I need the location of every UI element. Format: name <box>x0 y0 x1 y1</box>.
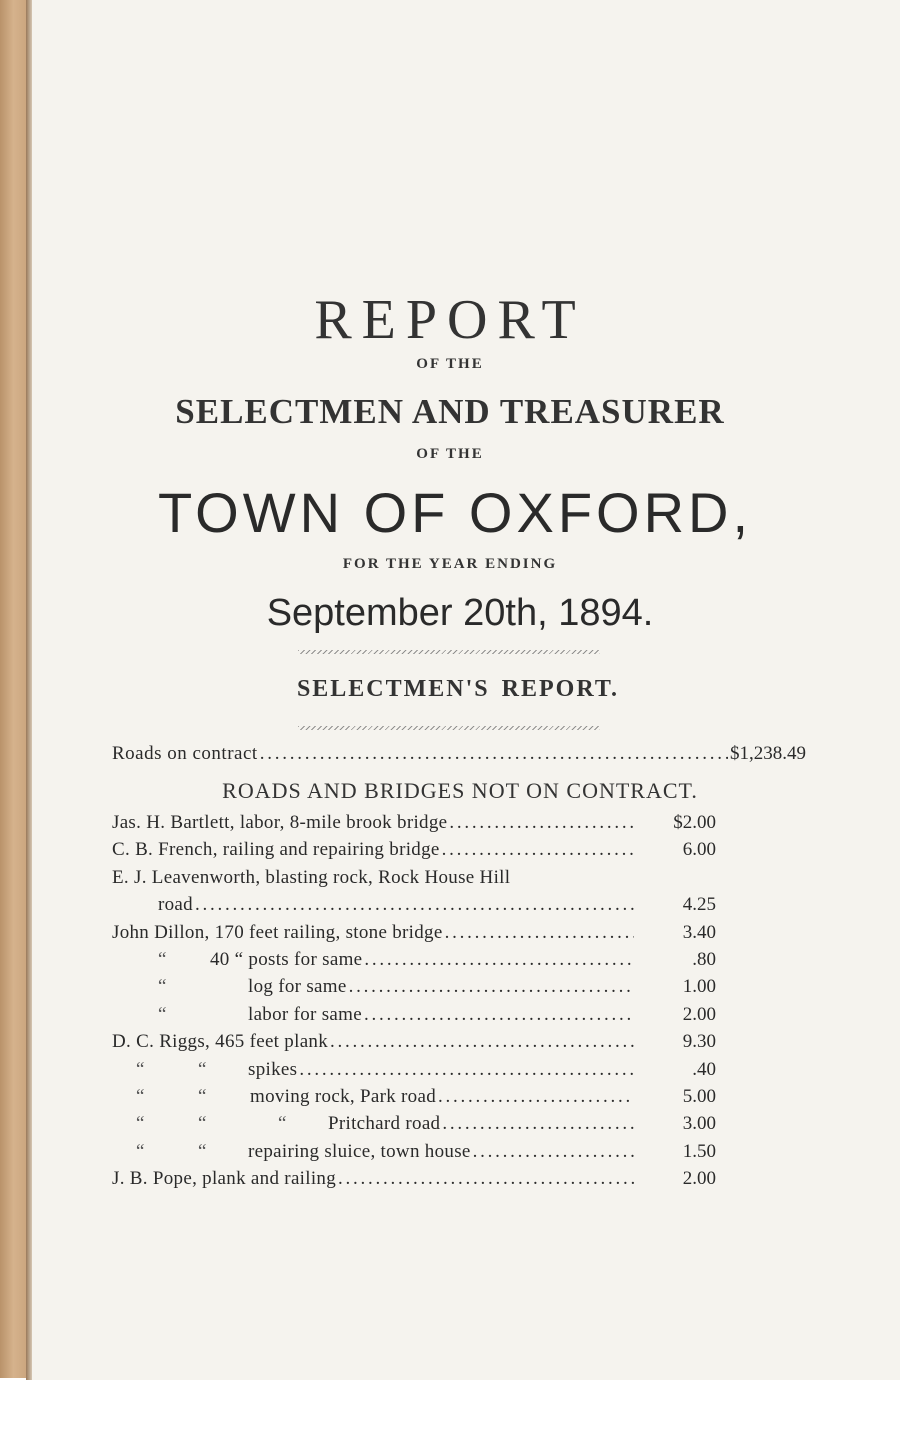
expense-amount: 5.00 <box>682 1085 716 1107</box>
expense-row <box>112 1059 716 1086</box>
leader-dots <box>442 1113 634 1135</box>
expense-label: Pritchard road <box>328 1113 441 1135</box>
roads-on-contract-line <box>112 743 806 771</box>
roads-on-contract-amount: $1,238.49 <box>730 743 806 764</box>
expense-label: road <box>158 894 193 916</box>
ditto-mark: “ <box>198 1085 207 1107</box>
expense-label: D. C. Riggs, 465 feet plank <box>112 1031 329 1053</box>
expense-row <box>112 894 716 921</box>
expense-amount: 1.00 <box>682 976 716 998</box>
selectmens-report-word-1: SELECTMEN'S <box>296 676 490 702</box>
expense-amount: .80 <box>692 948 716 970</box>
of-the-line-2: OF THE <box>416 446 484 462</box>
expense-label: repairing sluice, town house <box>248 1140 471 1162</box>
selectmens-report-word-2: REPORT. <box>501 676 620 702</box>
selectmen-treasurer-title: SELECTMEN AND TREASURER <box>175 392 725 431</box>
leader-dots <box>442 839 634 861</box>
ditto-mark: “ <box>136 1140 145 1162</box>
expense-amount: $2.00 <box>673 812 716 833</box>
expense-amount: 2.00 <box>682 1003 716 1025</box>
of-the-line-1: OF THE <box>416 356 484 372</box>
expense-row <box>112 1141 716 1168</box>
leader-dots <box>349 976 634 998</box>
expense-row <box>112 949 716 976</box>
leader-dots <box>330 1031 634 1053</box>
expense-amount: 2.00 <box>682 1168 716 1190</box>
leader-dots <box>438 1086 634 1108</box>
not-on-contract-heading: ROADS AND BRIDGES NOT ON CONTRACT. <box>222 778 698 803</box>
ditto-mark: “ <box>158 948 167 970</box>
expense-amount: .40 <box>692 1058 716 1080</box>
expense-label: log for same <box>248 976 347 998</box>
expense-label: C. B. French, railing and repairing bridge <box>112 839 440 861</box>
ornamental-rule-top <box>298 650 600 654</box>
expense-row <box>112 1086 716 1113</box>
leader-dots <box>195 894 634 916</box>
ditto-mark: “ <box>198 1058 207 1080</box>
leader-dots <box>449 812 634 834</box>
expense-label: 40 “ posts for same <box>210 948 363 970</box>
leader-dots <box>364 949 634 971</box>
expense-row <box>112 922 716 949</box>
expense-amount: 1.50 <box>682 1140 716 1162</box>
expense-row <box>112 1168 716 1195</box>
expense-label: J. B. Pope, plank and railing <box>112 1168 337 1190</box>
ditto-mark: “ <box>158 976 167 998</box>
ditto-mark: “ <box>136 1113 145 1135</box>
ditto-mark: “ <box>278 1113 287 1135</box>
leader-dots <box>260 743 728 765</box>
town-title: TOWN OF OXFORD, <box>157 481 753 544</box>
ditto-mark: “ <box>198 1113 207 1135</box>
expense-label: John Dillon, 170 feet railing, stone bridge <box>112 921 443 943</box>
ditto-mark: “ <box>198 1140 207 1162</box>
leader-dots <box>299 1059 634 1081</box>
expense-label: Jas. H. Bartlett, labor, 8-mile brook bridge <box>112 812 448 833</box>
expense-row <box>112 1113 716 1140</box>
leader-dots <box>473 1141 634 1163</box>
leader-dots <box>338 1168 634 1190</box>
roads-on-contract-label: Roads on contract <box>112 743 258 764</box>
expense-row <box>112 1004 716 1031</box>
expense-amount: 3.00 <box>682 1113 716 1135</box>
ornamental-rule-bottom <box>298 726 600 730</box>
expense-label: labor for same <box>248 1003 362 1025</box>
expense-label: E. J. Leavenworth, blasting rock, Rock House Hill <box>112 866 511 888</box>
report-date: September 20th, 1894. <box>266 592 654 634</box>
expense-row <box>112 1031 716 1058</box>
expense-label: spikes <box>248 1058 298 1080</box>
expense-amount: 6.00 <box>682 839 716 861</box>
expense-amount: 4.25 <box>682 894 716 916</box>
expense-row <box>112 839 716 866</box>
expense-amount: 3.40 <box>682 921 716 943</box>
report-title: REPORT <box>314 289 586 351</box>
expense-row <box>112 812 716 839</box>
ditto-mark: “ <box>158 1003 167 1025</box>
ditto-mark: “ <box>136 1085 145 1107</box>
leader-dots <box>364 1004 634 1026</box>
leader-dots <box>445 922 634 944</box>
selectmens-report-heading <box>8 676 900 703</box>
expense-amount: 9.30 <box>682 1031 716 1053</box>
ditto-mark: “ <box>136 1058 145 1080</box>
year-ending-line: FOR THE YEAR ENDING <box>342 556 558 572</box>
expense-row <box>112 976 716 1003</box>
expense-label: moving rock, Park road <box>250 1085 437 1107</box>
expense-list <box>112 812 716 1195</box>
expense-row <box>112 867 716 894</box>
